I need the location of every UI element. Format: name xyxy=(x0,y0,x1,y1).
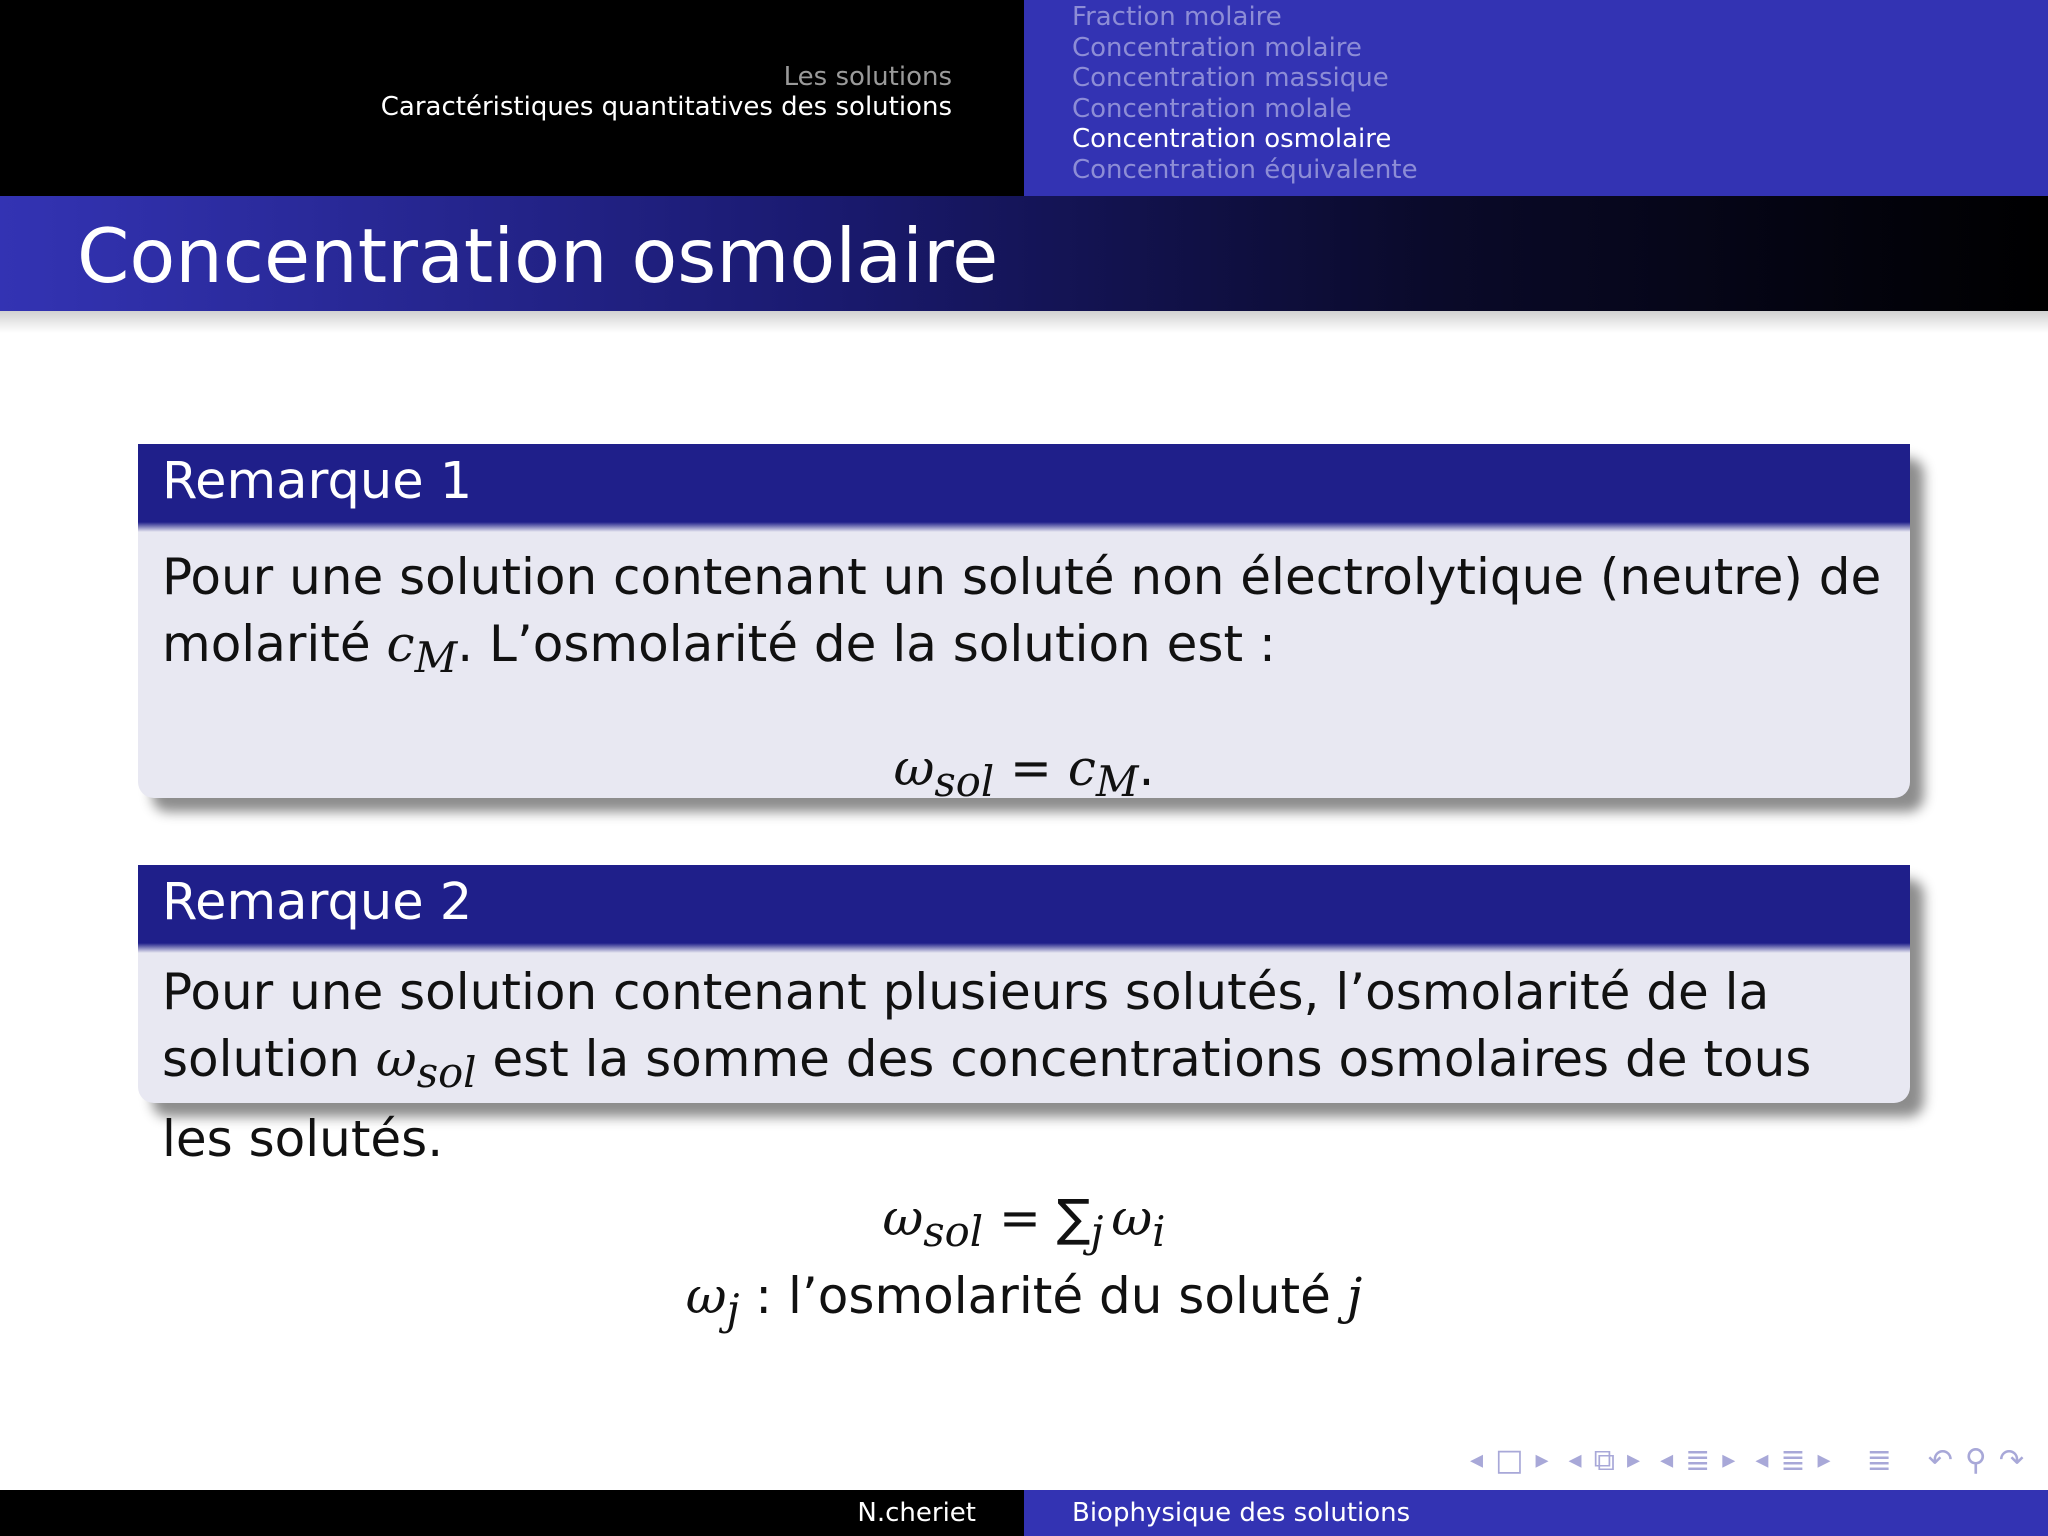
omega-sol: ω xyxy=(375,1030,417,1088)
nav-section-icon[interactable]: ≣ xyxy=(1780,1442,1806,1478)
eq-end: . xyxy=(1138,739,1155,797)
var-c: c xyxy=(386,615,415,673)
remark-block-1-body xyxy=(138,522,1910,815)
toc-item-concentration-massique[interactable]: Concentration massique xyxy=(1072,63,1389,94)
remark-1-text-a: Pour une solution contenant un soluté non électrolytique (neutre) de molarité xyxy=(162,548,1882,673)
toc-item-fraction-molaire[interactable]: Fraction molaire xyxy=(1072,2,1282,32)
line2-var-j: j xyxy=(1346,1267,1363,1325)
formula-line-1 xyxy=(0,1186,2048,1264)
toc-item-concentration-molaire[interactable]: Concentration molaire xyxy=(1072,32,1362,63)
line2-omega: ω xyxy=(685,1267,727,1325)
header-section-info xyxy=(381,62,952,122)
formula-sub-sol: sol xyxy=(923,1207,984,1256)
footer-right-panel xyxy=(1024,1490,2048,1536)
nav-next-section-icon[interactable]: ▸ xyxy=(1817,1445,1831,1475)
header-subsection-link[interactable]: Caractéristiques quantitatives des solutions xyxy=(380,92,952,122)
remark-1-equation xyxy=(162,735,1886,815)
remark-block-2-header xyxy=(138,865,1910,943)
remark-block-1-title: Remarque 1 xyxy=(162,452,473,511)
nav-next-frame-icon[interactable]: ▸ xyxy=(1535,1445,1549,1475)
remark-1-text-b: . L’osmolarité de la solution est : xyxy=(457,615,1276,673)
eq-equals: = xyxy=(994,739,1068,797)
sub-M: M xyxy=(414,633,458,682)
remark-block-2-title: Remarque 2 xyxy=(162,873,473,932)
remark-block-2 xyxy=(138,865,1910,1168)
nav-back-icon[interactable]: ↶ xyxy=(1927,1442,1953,1478)
nav-search-icon[interactable]: ⚲ xyxy=(1964,1442,1987,1478)
eq-c: c xyxy=(1067,739,1096,797)
nav-frame-icon[interactable]: □ xyxy=(1495,1442,1524,1478)
nav-prev-section-icon[interactable]: ◂ xyxy=(1755,1445,1769,1475)
slide-title: Concentration osmolaire xyxy=(77,212,999,300)
line2-sub-j: j xyxy=(726,1285,740,1334)
osmolarity-sum-formula xyxy=(0,1186,2048,1342)
remark-2-text-a: Pour une solution contenant plusieurs solutés, l’osmolarité de la solution xyxy=(162,963,1770,1088)
nav-prev-frame-icon[interactable]: ◂ xyxy=(1470,1445,1484,1475)
line2-text: : l’osmolarité du soluté xyxy=(739,1267,1347,1325)
header-left-panel xyxy=(0,0,1024,196)
eq-omega: ω xyxy=(893,739,935,797)
formula-omega: ω xyxy=(882,1189,924,1247)
nav-next-slide-icon[interactable]: ▸ xyxy=(1627,1445,1641,1475)
formula-line-2 xyxy=(0,1264,2048,1342)
remark-block-1 xyxy=(138,444,1910,806)
nav-prev-slide-icon[interactable]: ◂ xyxy=(1568,1445,1582,1475)
remark-block-1-header xyxy=(138,444,1910,522)
footer-left-panel xyxy=(0,1490,1024,1536)
formula-omega-i: ω xyxy=(1111,1189,1153,1247)
sum-symbol: ∑ xyxy=(1056,1189,1091,1247)
nav-subsection-icon[interactable]: ≣ xyxy=(1685,1442,1711,1478)
header-right-panel xyxy=(1024,0,2048,196)
header-toc xyxy=(1072,2,1418,186)
remark-2-text xyxy=(162,959,1886,1173)
remark-2-text-b: est la somme des concentrations osmolaires de tous les solutés. xyxy=(162,1030,1812,1168)
formula-sub-i: i xyxy=(1152,1207,1166,1256)
sub-sol: sol xyxy=(416,1048,477,1097)
remark-1-text xyxy=(162,544,1886,691)
nav-slide-icon[interactable]: ⧉ xyxy=(1593,1442,1615,1478)
nav-toc-icon[interactable]: ≣ xyxy=(1866,1442,1892,1478)
remark-block-2-body xyxy=(138,943,1910,1173)
sum-sub-j: j xyxy=(1090,1207,1104,1256)
footer-author: N.cheriet xyxy=(857,1498,976,1528)
eq-sub-sol: sol xyxy=(934,757,995,806)
navigation-symbols xyxy=(1464,1440,2030,1480)
nav-forward-icon[interactable]: ↷ xyxy=(1998,1442,2024,1478)
header-section-link[interactable]: Les solutions xyxy=(783,62,952,92)
toc-item-concentration-molale[interactable]: Concentration molale xyxy=(1072,93,1352,124)
toc-item-concentration-equivalente[interactable]: Concentration équivalente xyxy=(1072,154,1418,185)
footer-title: Biophysique des solutions xyxy=(1072,1498,1411,1528)
nav-next-subsection-icon[interactable]: ▸ xyxy=(1722,1445,1736,1475)
nav-prev-subsection-icon[interactable]: ◂ xyxy=(1660,1445,1674,1475)
formula-equals: = xyxy=(983,1189,1057,1247)
title-bar-shadow xyxy=(0,311,2048,333)
eq-sub-M: M xyxy=(1095,757,1139,806)
toc-item-concentration-osmolaire[interactable]: Concentration osmolaire xyxy=(1072,124,1392,155)
